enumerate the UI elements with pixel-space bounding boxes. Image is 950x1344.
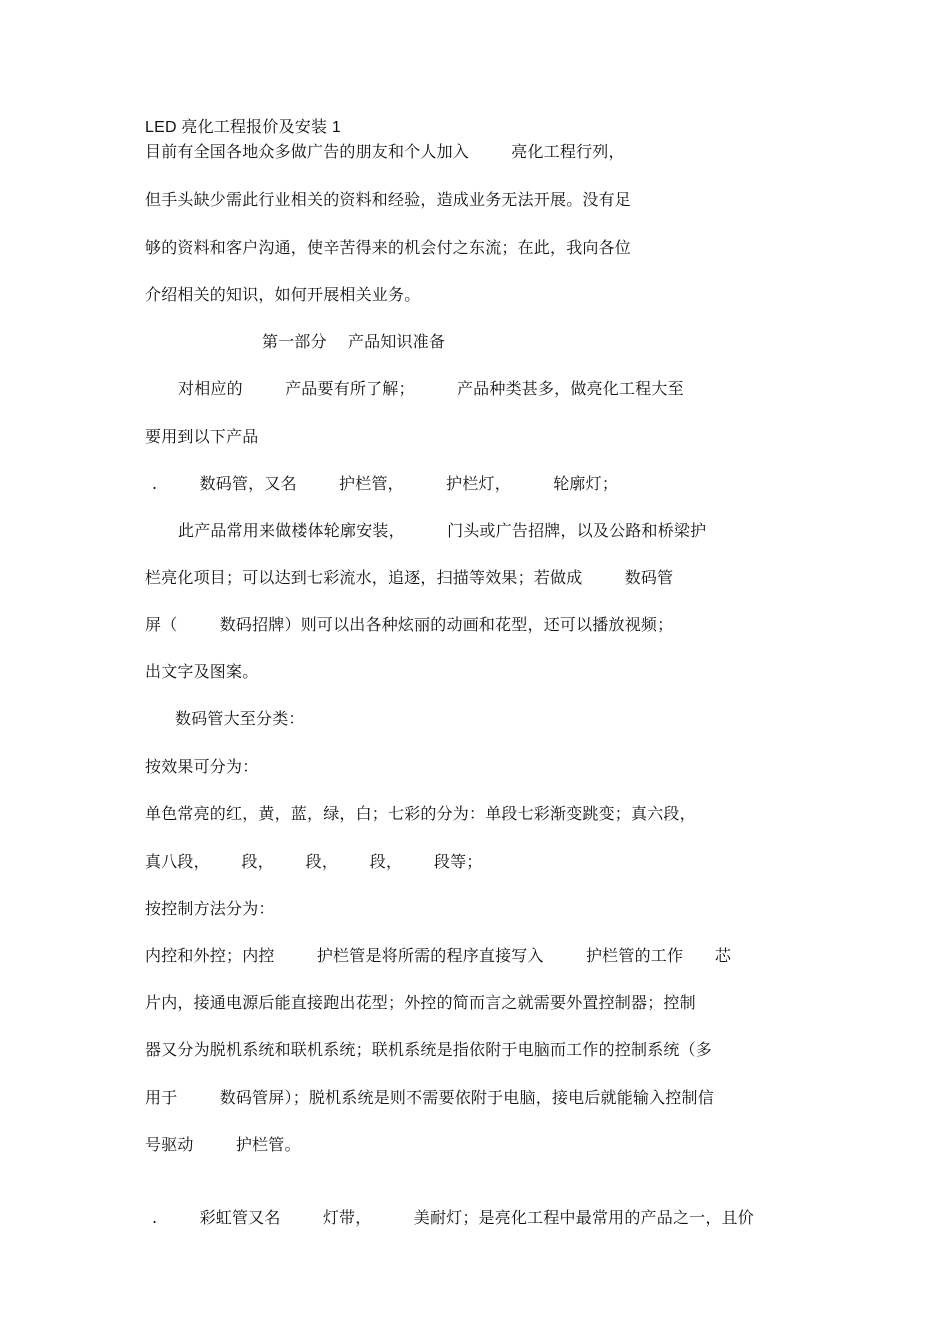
paragraph-line: 目前有全国各地众多做广告的朋友和个人加入 亮化工程行列， bbox=[145, 142, 625, 161]
paragraph-line: 栏亮化项目；可以达到七彩流水，追逐，扫描等效果；若做成 数码管 bbox=[145, 568, 674, 587]
paragraph-line: 真八段， 段， 段， 段， 段等； bbox=[145, 852, 483, 871]
list-item-line: . 彩虹管又名 灯带， 美耐灯；是亮化工程中最常用的产品之一，且价 bbox=[152, 1208, 754, 1227]
paragraph-line: 出文字及图案。 bbox=[145, 662, 259, 681]
paragraph-line: 片内，接通电源后能直接跑出花型；外控的简而言之就需要外置控制器；控制 bbox=[145, 993, 696, 1012]
paragraph-line: 此产品常用来做楼体轮廓安装， 门头或广告招牌，以及公路和桥梁护 bbox=[178, 521, 707, 540]
document-title: LED 亮化工程报价及安装 1 bbox=[145, 119, 341, 136]
paragraph-line: 按控制方法分为： bbox=[145, 899, 275, 918]
paragraph-line: 介绍相关的知识，如何开展相关业务。 bbox=[145, 285, 421, 304]
paragraph-line: 要用到以下产品 bbox=[145, 427, 259, 446]
paragraph-line: 用于 数码管屏）；脱机系统是则不需要依附于电脑，接电后就能输入控制信 bbox=[145, 1088, 714, 1107]
paragraph-line: 屏（ 数码招牌）则可以出各种炫丽的动画和花型，还可以播放视频； bbox=[145, 615, 674, 634]
paragraph-line: 单色常亮的红，黄，蓝，绿，白；七彩的分为：单段七彩渐变跳变；真六段， bbox=[145, 804, 696, 823]
paragraph-line: 数码管大至分类： bbox=[175, 709, 305, 728]
paragraph-line: 但手头缺少需此行业相关的资料和经验，造成业务无法开展。没有足 bbox=[145, 190, 632, 209]
list-item-line: . 数码管，又名 护栏管， 护栏灯， 轮廓灯； bbox=[152, 474, 619, 493]
paragraph-line: 内控和外控；内控 护栏管是将所需的程序直接写入 护栏管的工作 芯 bbox=[145, 946, 732, 965]
paragraph-line: 号驱动 护栏管。 bbox=[145, 1135, 301, 1154]
section-heading: 第一部分 产品知识准备 bbox=[262, 332, 446, 351]
paragraph-line: 器又分为脱机系统和联机系统；联机系统是指依附于电脑而工作的控制系统（多 bbox=[145, 1040, 713, 1059]
paragraph-line: 按效果可分为： bbox=[145, 757, 259, 776]
paragraph-line: 对相应的 产品要有所了解； 产品种类甚多，做亮化工程大至 bbox=[178, 379, 684, 398]
paragraph-line: 够的资料和客户沟通，使辛苦得来的机会付之东流；在此，我向各位 bbox=[145, 238, 632, 257]
